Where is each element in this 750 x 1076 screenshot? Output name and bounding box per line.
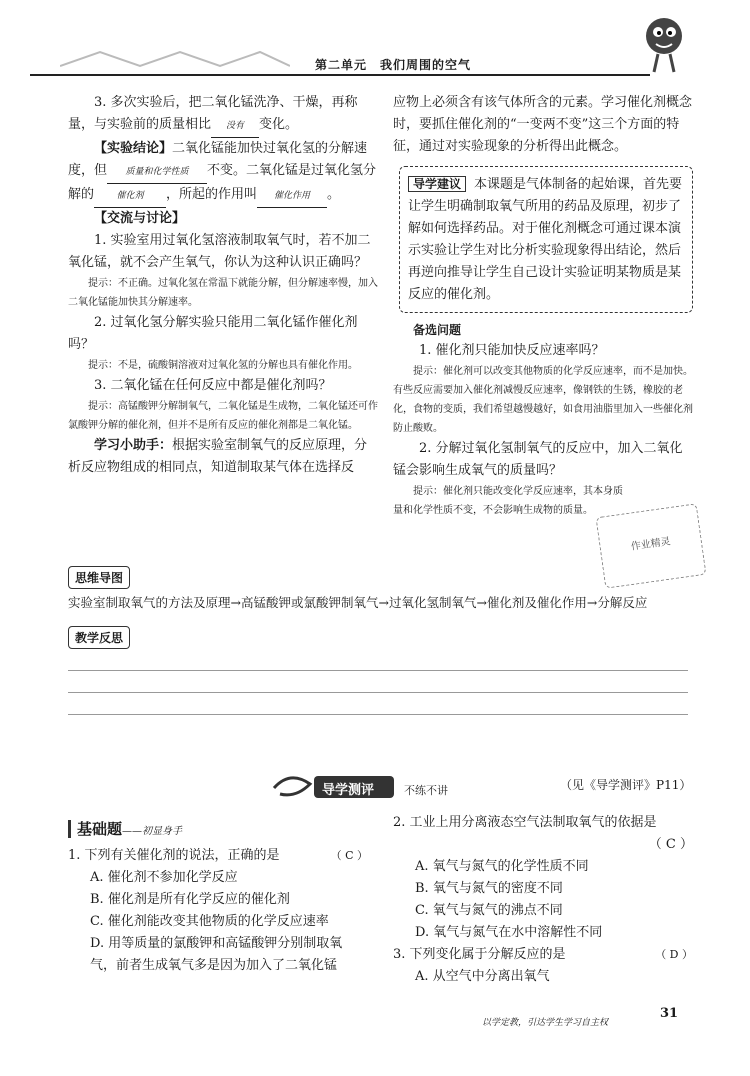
hint-2: 提示：不是，硫酸铜溶液对过氧化氢的分解也具有催化作用。 bbox=[88, 360, 358, 371]
learning-helper: 学习小助手：根据实验室制氧气的反应原理，分析反应物组成的相同点，知道制取某气体在选择反 bbox=[68, 438, 368, 475]
step-3: 3. 多次实验后，把二氧化锰洗净、干燥，再称量，与实验前的质量相比 没有 变化。 bbox=[68, 92, 380, 138]
mc-question-3: 3. 下列变化属于分解反应的是 （ D ） bbox=[393, 944, 693, 966]
option: A. 从空气中分离出氧气 bbox=[415, 969, 550, 984]
page-number: 31 bbox=[660, 1006, 679, 1021]
reflection-label: 教学反思 bbox=[68, 626, 130, 649]
reference: （见《导学测评》P11） bbox=[560, 778, 692, 792]
teaching-suggestion-label: 导学建议 bbox=[408, 176, 466, 192]
reflection-line bbox=[68, 670, 688, 671]
basic-label: 基础题 bbox=[68, 820, 122, 838]
answer-3: （ D ） bbox=[655, 948, 693, 961]
footer-slogan: 以学定教，引达学生学习自主权 bbox=[482, 1018, 609, 1028]
reflection-line bbox=[68, 714, 688, 715]
backup-questions-label: 备选问题 bbox=[413, 323, 462, 337]
page-header bbox=[0, 0, 750, 82]
answer-blank: 没有 bbox=[211, 115, 259, 138]
option: D. 用等质量的氯酸钾和高锰酸钾分别制取氧气，前者生成氧气多是因为加入了二氧化锰 bbox=[90, 936, 343, 973]
mc-question-2: 2. 工业上用分离液态空气法制取氧气的依据是 bbox=[393, 815, 657, 830]
teaching-suggestion-box bbox=[399, 166, 693, 313]
mindmap-text: 实验室制取氧气的方法及原理→高锰酸钾或氯酸钾制氧气→过氧化氢制氧气→催化剂及催化作用→分解反应 bbox=[68, 595, 648, 610]
answer-blank: 催化剂 bbox=[94, 185, 166, 208]
backup-question-2: 2. 分解过氧化氢制氧气的反应中，加入二氧化锰会影响生成氧气的质量吗？ bbox=[393, 441, 683, 478]
backup-hint-2: 提示：催化剂只能改变化学反应速率，其本身质量和化学性质不变，不会影响生成物的质量。 bbox=[393, 486, 623, 516]
basic-subtitle: ——初显身手 bbox=[122, 826, 183, 837]
teaching-suggestion-text: 本课题是气体制备的起始课，首先要让学生明确制取氧气所用的药品及原理，初步了解如何选择药品。对于催化剂概念可通过课本演示实验让学生对比分析实验现象得出结论，然后再逆向推导让学生自己设计实验证明某物质是某反应的催化剂。 bbox=[408, 177, 683, 302]
unit-title: 第二单元 我们周围的空气 bbox=[315, 58, 472, 72]
practice-banner bbox=[270, 768, 400, 806]
hint-3: 提示：高锰酸钾分解制氧气，二氧化锰是生成物，二氧化锰还可作氯酸钾分解的催化剂，但并不是所有反应的催化剂都是二氧化锰。 bbox=[68, 401, 378, 431]
answer-2: （ C ） bbox=[648, 837, 693, 852]
stamp: 作业精灵 bbox=[595, 503, 706, 588]
right-column bbox=[393, 92, 693, 520]
hint-1: 提示：不正确。过氧化氢在常温下就能分解，但分解速率慢，加入二氧化锰能加快其分解速率。 bbox=[68, 278, 378, 308]
backup-question-1: 1. 催化剂只能加快反应速率吗？ bbox=[419, 343, 605, 358]
reflection-line bbox=[68, 692, 688, 693]
question-2: 2. 过氧化氢分解实验只能用二氧化锰作催化剂吗？ bbox=[68, 315, 358, 352]
header-rule bbox=[30, 74, 650, 76]
backup-hint-1: 提示：催化剂可以改变其他物质的化学反应速率，而不是加快。有些反应需要加入催化剂减慢反应速率，像钢铁的生锈，橡胶的老化，食物的变质，我们希望越慢越好，如食用油脂里加入一些催化剂防止酸败。 bbox=[393, 366, 693, 434]
experiment-conclusion: 【实验结论】二氧化锰能加快过氧化氢的分解速度，但 质量和化学性质 不变。二氧化锰是过氧化氢分解的 催化剂 ，所起的作用叫 催化作用 。 bbox=[68, 138, 380, 208]
option: B. 催化剂是所有化学反应的催化剂 bbox=[90, 892, 290, 907]
practice-right bbox=[393, 812, 693, 988]
discussion-heading: 【交流与讨论】 bbox=[94, 211, 186, 226]
practice-left bbox=[68, 818, 368, 977]
option: A. 催化剂不参加化学反应 bbox=[90, 870, 238, 885]
mc-question-1: 1. 下列有关催化剂的说法，正确的是 （ C ） bbox=[68, 845, 368, 867]
banner-title: 导学测评 bbox=[322, 783, 375, 798]
answer-1: （ C ） bbox=[330, 849, 368, 862]
header-decoration bbox=[60, 48, 290, 70]
mindmap-label: 思维导图 bbox=[68, 566, 130, 589]
question-1: 1. 实验室用过氧化氢溶液制取氧气时，若不加二氧化锰，就不会产生氧气，你认为这种认识正确吗？ bbox=[68, 233, 371, 270]
left-column bbox=[68, 92, 380, 479]
mascot-icon bbox=[640, 10, 690, 80]
answer-blank: 催化作用 bbox=[257, 185, 327, 208]
banner-subtitle: 不练不讲 bbox=[404, 784, 448, 797]
option: A. 氧气与氮气的化学性质不同 bbox=[415, 859, 589, 874]
option: B. 氧气与氮气的密度不同 bbox=[415, 881, 563, 896]
answer-blank: 质量和化学性质 bbox=[107, 161, 207, 184]
question-3: 3. 二氧化锰在任何反应中都是催化剂吗？ bbox=[94, 378, 332, 393]
continued-text: 应物上必须含有该气体所含的元素。学习催化剂概念时，要抓住催化剂的“一变两不变”这三个方面的特征，通过对实验现象的分析得出此概念。 bbox=[393, 95, 693, 154]
option: C. 催化剂能改变其他物质的化学反应速率 bbox=[90, 914, 329, 929]
option: D. 氧气与氮气在水中溶解性不同 bbox=[415, 925, 603, 940]
option: C. 氧气与氮气的沸点不同 bbox=[415, 903, 563, 918]
